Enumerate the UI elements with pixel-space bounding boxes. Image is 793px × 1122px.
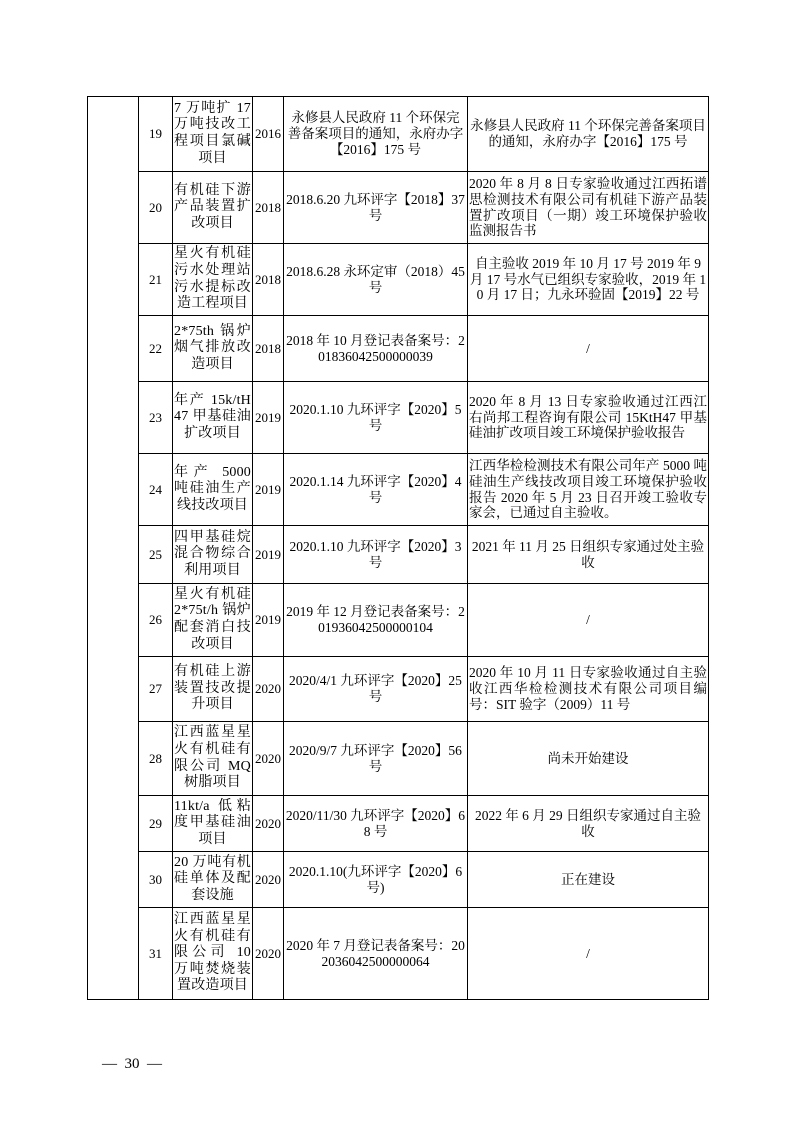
table-row [88, 97, 709, 172]
approval-cell: 2018.6.28 永环定审（2018）45 号 [284, 244, 468, 316]
year-cell: 2019 [253, 454, 284, 526]
row-number-cell: 31 [139, 908, 173, 1000]
project-name-cell: 年产 5000 吨硅油生产线技改项目 [173, 454, 253, 526]
row-number-cell: 30 [139, 852, 173, 908]
approval-cell: 2018.6.20 九环评字【2018】37 号 [284, 172, 468, 244]
acceptance-cell: 永修县人民政府 11 个环保完善备案项目的通知，永府办字【2016】175 号 [468, 97, 709, 172]
table-row [88, 316, 709, 382]
project-name-cell: 江西蓝星星火有机硅有限公司 10 万吨焚烧装置改造项目 [173, 908, 253, 1000]
approval-cell: 2018 年 10 月登记表备案号：201836042500000039 [284, 316, 468, 382]
acceptance-cell: 江西华检检测技术有限公司年产 5000 吨硅油生产线技改项目竣工环境保护验收报告 2020 年 5 月 23 日召开竣工验收专家会，已通过自主验收。 [468, 454, 709, 526]
page-number: — 30 — [102, 1056, 162, 1072]
year-cell: 2020 [253, 657, 284, 722]
row-number-cell: 24 [139, 454, 173, 526]
project-name-cell: 四甲基硅烷混合物综合利用项目 [173, 526, 253, 584]
year-cell: 2018 [253, 244, 284, 316]
row-number-cell: 26 [139, 584, 173, 657]
row-number-cell: 25 [139, 526, 173, 584]
year-cell: 2020 [253, 796, 284, 852]
project-name-cell: 7 万吨扩 17 万吨技改工程项目氯碱项目 [173, 97, 253, 172]
row-number-cell: 23 [139, 382, 173, 454]
year-cell: 2020 [253, 852, 284, 908]
approval-cell: 2020/11/30 九环评字【2020】68 号 [284, 796, 468, 852]
approval-cell: 2020.1.10 九环评字【2020】3 号 [284, 526, 468, 584]
table-row [88, 244, 709, 316]
acceptance-cell: 自主验收 2019 年 10 月 17 号 2019 年 9 月 17 号水气已组织专家验收，2019 年 10 月 17 日；九永环验固【2019】22 号 [468, 244, 709, 316]
acceptance-cell: 2022 年 6 月 29 日组织专家通过自主验收 [468, 796, 709, 852]
acceptance-cell: 2020 年 8 月 13 日专家验收通过江西江右尚邦工程咨询有限公司 15KtH47 甲基硅油扩改项目竣工环境保护验收报告 [468, 382, 709, 454]
project-name-cell: 11kt/a 低粘度甲基硅油项目 [173, 796, 253, 852]
approval-cell: 2020.1.10 九环评字【2020】5 号 [284, 382, 468, 454]
table-row [88, 454, 709, 526]
row-number-cell: 20 [139, 172, 173, 244]
year-cell: 2019 [253, 382, 284, 454]
approval-cell: 2020 年 7 月登记表备案号：202036042500000064 [284, 908, 468, 1000]
acceptance-cell: 2020 年 8 月 8 日专家验收通过江西拓谱思检测技术有限公司有机硅下游产品装置扩改项目（一期）竣工环境保护验收监测报告书 [468, 172, 709, 244]
table-row [88, 908, 709, 1000]
table-row [88, 584, 709, 657]
row-number-cell: 21 [139, 244, 173, 316]
row-number-cell: 27 [139, 657, 173, 722]
row-number-cell: 19 [139, 97, 173, 172]
approval-cell: 2020.1.14 九环评字【2020】4 号 [284, 454, 468, 526]
approval-cell: 2020/4/1 九环评字【2020】25 号 [284, 657, 468, 722]
project-name-cell: 年产 15k/tH47 甲基硅油扩改项目 [173, 382, 253, 454]
table-row [88, 796, 709, 852]
project-name-cell: 江西蓝星星火有机硅有限公司 MQ 树脂项目 [173, 722, 253, 796]
project-name-cell: 有机硅下游产品装置扩改项目 [173, 172, 253, 244]
year-cell: 2016 [253, 97, 284, 172]
acceptance-cell: 正在建设 [468, 852, 709, 908]
acceptance-cell: 2020 年 10 月 11 日专家验收通过自主验收江西华检检测技术有限公司项目编号：SIT 验字（2009）11 号 [468, 657, 709, 722]
approval-cell: 2020.1.10(九环评字【2020】6 号) [284, 852, 468, 908]
year-cell: 2020 [253, 722, 284, 796]
table-row [88, 852, 709, 908]
acceptance-cell: 2021 年 11 月 25 日组织专家通过处主验收 [468, 526, 709, 584]
approval-cell: 永修县人民政府 11 个环保完善备案项目的通知，永府办字【2016】175 号 [284, 97, 468, 172]
year-cell: 2019 [253, 526, 284, 584]
year-cell: 2018 [253, 172, 284, 244]
year-cell: 2020 [253, 908, 284, 1000]
project-name-cell: 星火有机硅 2*75t/h 锅炉配套消白技改项目 [173, 584, 253, 657]
year-cell: 2019 [253, 584, 284, 657]
project-name-cell: 有机硅上游装置技改提升项目 [173, 657, 253, 722]
approval-cell: 2019 年 12 月登记表备案号：201936042500000104 [284, 584, 468, 657]
project-name-cell: 20 万吨有机硅单体及配套设施 [173, 852, 253, 908]
acceptance-cell: / [468, 584, 709, 657]
category-cell [88, 97, 139, 1000]
acceptance-cell: 尚未开始建设 [468, 722, 709, 796]
approval-cell: 2020/9/7 九环评字【2020】56 号 [284, 722, 468, 796]
year-cell: 2018 [253, 316, 284, 382]
row-number-cell: 28 [139, 722, 173, 796]
table-row [88, 526, 709, 584]
row-number-cell: 22 [139, 316, 173, 382]
project-name-cell: 2*75th 锅炉烟气排放改造项目 [173, 316, 253, 382]
acceptance-cell: / [468, 316, 709, 382]
table-row [88, 172, 709, 244]
row-number-cell: 29 [139, 796, 173, 852]
table-row [88, 382, 709, 454]
table-row [88, 657, 709, 722]
table-row [88, 722, 709, 796]
acceptance-cell: / [468, 908, 709, 1000]
project-name-cell: 星火有机硅污水处理站污水提标改造工程项目 [173, 244, 253, 316]
project-table-body [88, 97, 709, 1000]
project-table [87, 96, 709, 1000]
